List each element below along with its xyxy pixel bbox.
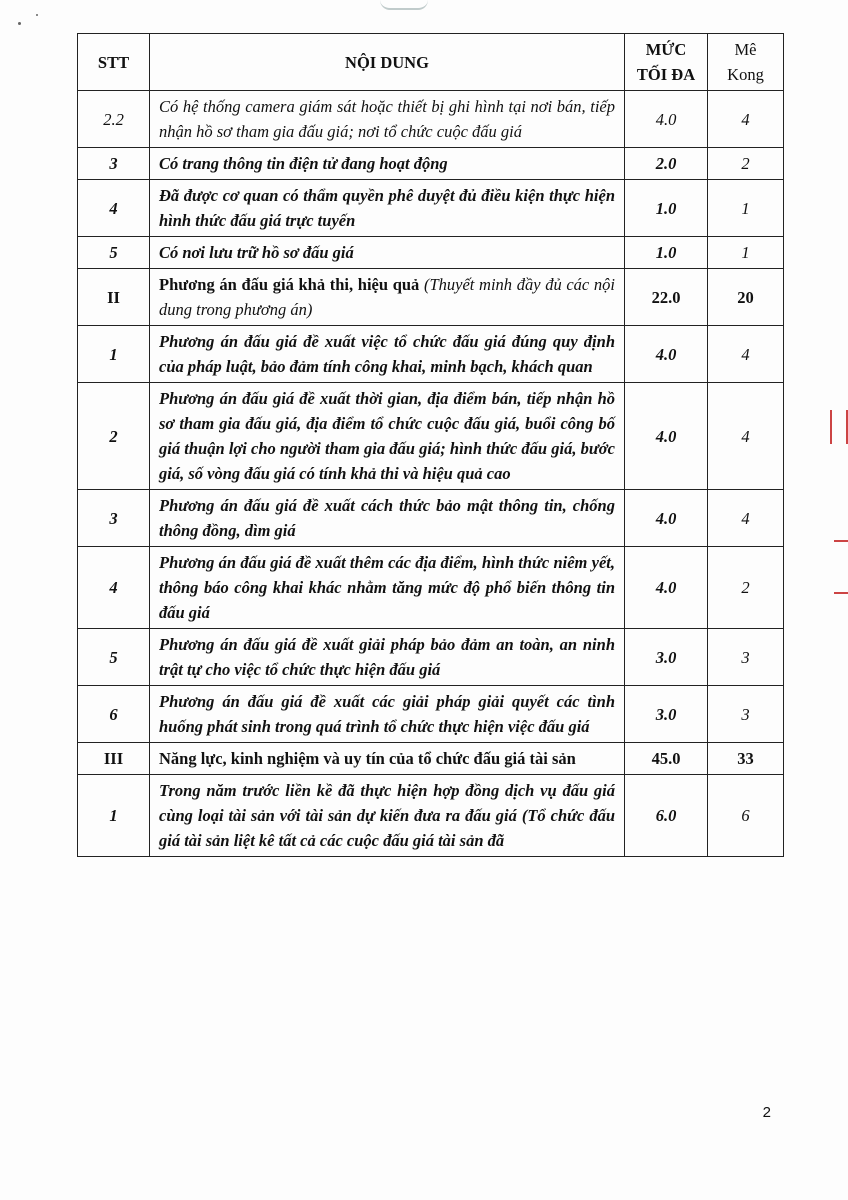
row-score: 6 <box>708 775 784 857</box>
row-score: 4 <box>708 91 784 148</box>
table-row <box>78 383 784 490</box>
page-number: 2 <box>762 1104 771 1121</box>
scan-top-mark <box>380 0 428 10</box>
row-content: Phương án đấu giá đề xuất thời gian, địa điểm bán, tiếp nhận hồ sơ tham gia đấu giá, địa điểm tổ chức cuộc đấu giá, buổi công bố giá thuận lợi cho người tham gia đấu giá; hình thức đấu giá, bước giá, số vòng đấu giá có tính khả thi và hiệu quả cao <box>150 383 625 490</box>
scan-edge-mark <box>830 410 848 444</box>
row-max: 1.0 <box>625 237 708 269</box>
table-row <box>78 180 784 237</box>
row-content-title: Phương án đấu giá khả thi, hiệu quả <box>159 275 424 294</box>
row-content: Đã được cơ quan có thẩm quyền phê duyệt đủ điều kiện thực hiện hình thức đấu giá trực tuyến <box>150 180 625 237</box>
header-score: Mê Kong <box>708 34 784 91</box>
scoring-table <box>77 33 784 857</box>
row-score: 1 <box>708 237 784 269</box>
row-content: Phương án đấu giá đề xuất các giải pháp giải quyết các tình huống phát sinh trong quá trình tổ chức thực hiện việc đấu giá <box>150 686 625 743</box>
row-score: 20 <box>708 269 784 326</box>
row-score: 2 <box>708 547 784 629</box>
row-max: 3.0 <box>625 629 708 686</box>
table-row <box>78 547 784 629</box>
row-score: 2 <box>708 148 784 180</box>
header-stt: STT <box>78 34 150 91</box>
table-row <box>78 326 784 383</box>
row-score: 3 <box>708 686 784 743</box>
row-score: 3 <box>708 629 784 686</box>
table-row-section <box>78 743 784 775</box>
row-stt: 3 <box>78 490 150 547</box>
row-stt: 2.2 <box>78 91 150 148</box>
row-content: Có nơi lưu trữ hồ sơ đấu giá <box>150 237 625 269</box>
scan-edge-mark <box>834 540 848 594</box>
row-content: Năng lực, kinh nghiệm và uy tín của tổ chức đấu giá tài sản <box>150 743 625 775</box>
row-score: 4 <box>708 490 784 547</box>
row-content: Phương án đấu giá đề xuất cách thức bảo mật thông tin, chống thông đồng, dìm giá <box>150 490 625 547</box>
table-row <box>78 148 784 180</box>
row-stt: 1 <box>78 775 150 857</box>
row-max: 3.0 <box>625 686 708 743</box>
row-score: 1 <box>708 180 784 237</box>
row-max: 22.0 <box>625 269 708 326</box>
table-row <box>78 686 784 743</box>
header-max: MỨC TỐI ĐA <box>625 34 708 91</box>
row-stt: 6 <box>78 686 150 743</box>
table-header-row <box>78 34 784 91</box>
row-content: Có trang thông tin điện tử đang hoạt động <box>150 148 625 180</box>
row-content: Phương án đấu giá đề xuất việc tổ chức đấu giá đúng quy định của pháp luật, bảo đảm tính công khai, minh bạch, khách quan <box>150 326 625 383</box>
row-stt: III <box>78 743 150 775</box>
table-row <box>78 629 784 686</box>
row-stt: 1 <box>78 326 150 383</box>
row-stt: 5 <box>78 237 150 269</box>
row-content-note: (Thuyết minh đầy đủ các nội dung trong phương án) <box>159 275 615 319</box>
scan-speck <box>18 22 21 25</box>
row-max: 4.0 <box>625 547 708 629</box>
row-content: Phương án đấu giá đề xuất thêm các địa điểm, hình thức niêm yết, thông báo công khai khác nhằm tăng mức độ phổ biến thông tin đấu giá <box>150 547 625 629</box>
scan-speck <box>36 14 38 16</box>
row-max: 6.0 <box>625 775 708 857</box>
header-content: NỘI DUNG <box>150 34 625 91</box>
row-max: 4.0 <box>625 490 708 547</box>
table-row <box>78 237 784 269</box>
table-row-section <box>78 269 784 326</box>
row-content: Trong năm trước liền kề đã thực hiện hợp đồng dịch vụ đấu giá cùng loại tài sản với tài sản dự kiến đưa ra đấu giá (Tổ chức đấu giá tài sản liệt kê tất cả các cuộc đấu giá tài sản đã <box>150 775 625 857</box>
row-stt: 2 <box>78 383 150 490</box>
row-max: 4.0 <box>625 326 708 383</box>
row-stt: 4 <box>78 547 150 629</box>
row-max: 4.0 <box>625 383 708 490</box>
row-score: 4 <box>708 326 784 383</box>
row-max: 2.0 <box>625 148 708 180</box>
row-stt: 5 <box>78 629 150 686</box>
row-max: 45.0 <box>625 743 708 775</box>
table-row <box>78 775 784 857</box>
row-stt: 4 <box>78 180 150 237</box>
row-content: Phương án đấu giá đề xuất giải pháp bảo đảm an toàn, an ninh trật tự cho việc tổ chức thực hiện đấu giá <box>150 629 625 686</box>
table-row <box>78 490 784 547</box>
row-stt: II <box>78 269 150 326</box>
row-score: 33 <box>708 743 784 775</box>
row-content <box>150 269 625 326</box>
row-max: 1.0 <box>625 180 708 237</box>
row-content: Có hệ thống camera giám sát hoặc thiết bị ghi hình tại nơi bán, tiếp nhận hồ sơ tham gia đấu giá; nơi tổ chức cuộc đấu giá <box>150 91 625 148</box>
row-max: 4.0 <box>625 91 708 148</box>
table-row <box>78 91 784 148</box>
row-stt: 3 <box>78 148 150 180</box>
row-score: 4 <box>708 383 784 490</box>
